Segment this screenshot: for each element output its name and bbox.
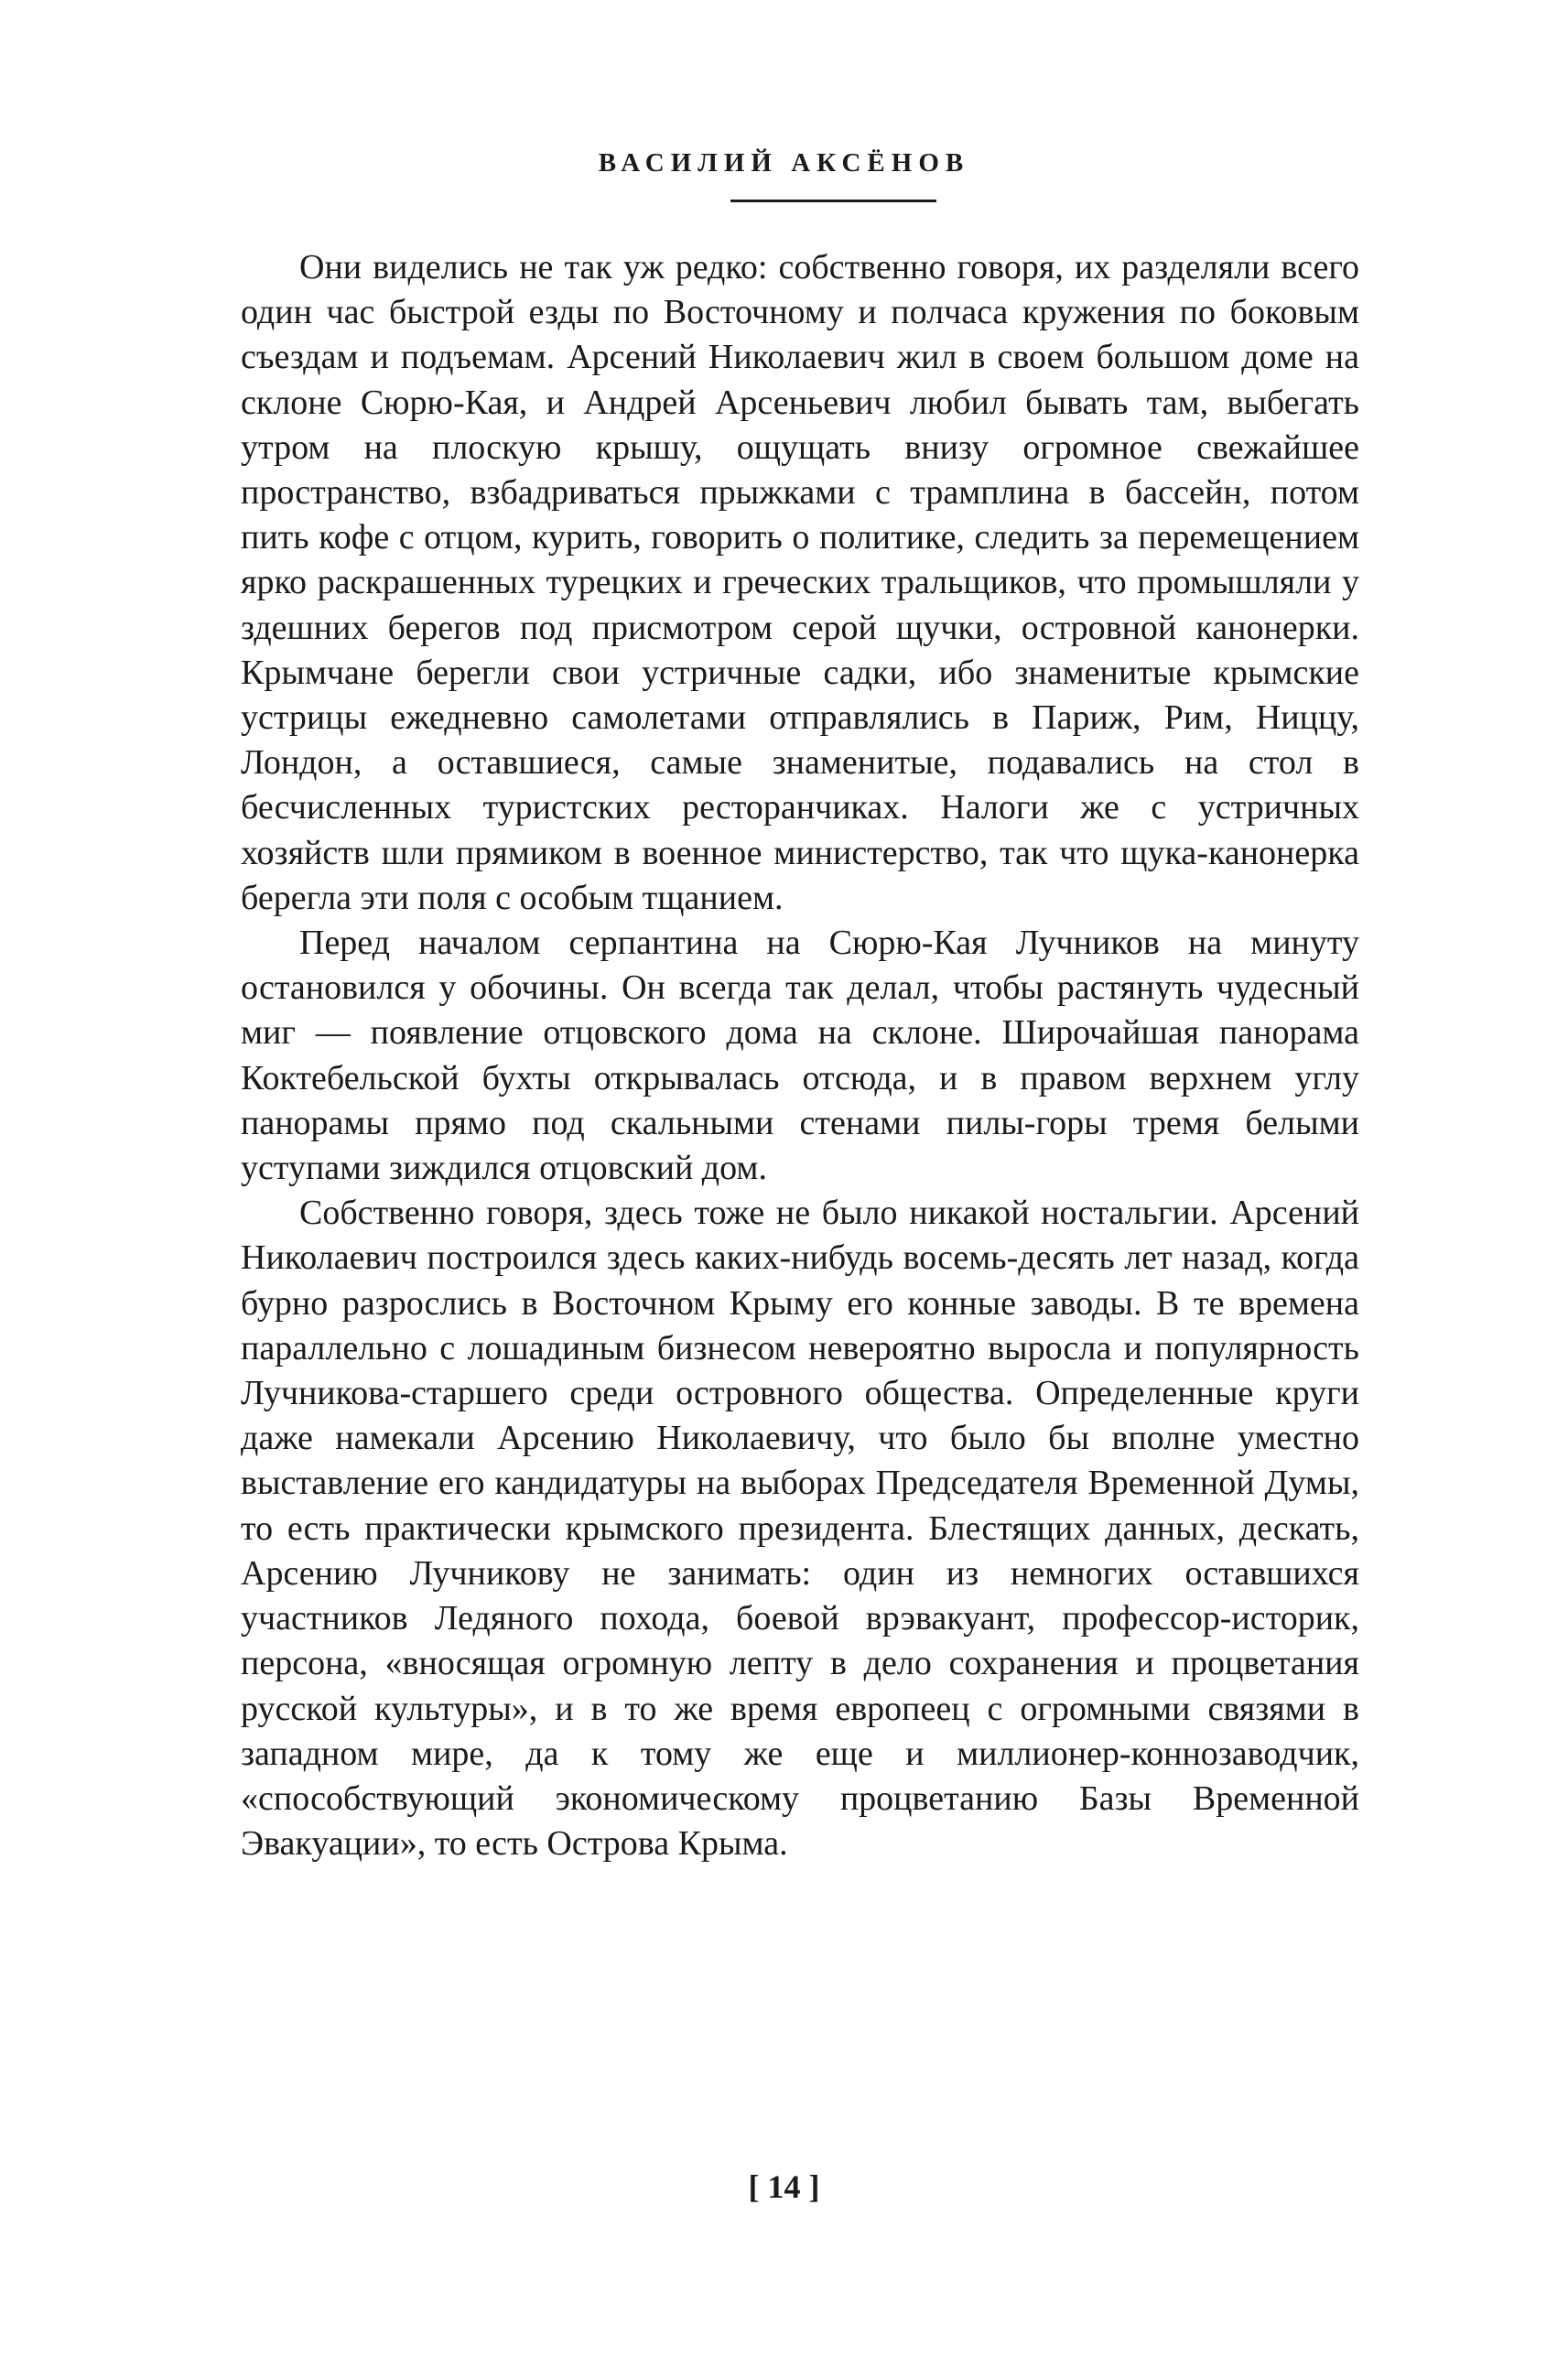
paragraph-2: Перед началом серпантина на Сюрю-Кая Лучников на минуту остановился у обочины. Он всегда так делал, чтобы растянуть чудесный миг — появление отцовского дома на склоне. Широчайшая панорама Коктебельской бухты открывалась отсюда, и в правом верхнем углу панорамы прямо под скальными стенами пилы-горы тремя белыми уступами зиждился отцовский дом.	[241, 924, 1359, 1188]
paragraph-1: Они виделись не так уж редко: собственно говоря, их разделяли всего один час быстрой езды по Восточному и полчаса кружения по боковым съездам и подъемам. Арсений Николаевич жил в своем большом доме на склоне Сюрю-Кая, и Андрей Арсеньевич любил бывать там, выбегать утром на плоскую крышу, ощущать внизу огромное свежайшее пространство, взбадриваться прыжками с трамплина в бассейн, потом пить кофе с отцом, курить, говорить о политике, следить за перемещением ярко раскрашенных турецких и греческих тральщиков, что промышляли у здешних берегов под присмотром серой щучки, островной канонерки. Крымчане берегли свои устричные садки, ибо знаменитые крымские устрицы ежедневно самолетами отправлялись в Париж, Рим, Ниццу, Лондон, а оставшиеся, самые знаменитые, подавались на стол в бесчисленных туристских ресторанчиках. Налоги же с устричных хозяйств шли прямиком в военное министерство, так что щука-канонерка берегла эти поля с особым тщанием.	[241, 248, 1359, 917]
page-number-bracket-left: [	[748, 2168, 760, 2205]
page-number-bracket-right: ]	[808, 2168, 820, 2205]
body-text	[241, 245, 1359, 1866]
page-number	[0, 2167, 1568, 2206]
page-number-value: 14	[767, 2168, 801, 2205]
paragraph-3: Собственно говоря, здесь тоже не было никакой ностальгии. Арсений Николаевич построился здесь каких-нибудь восемь-десять лет назад, когда бурно разрослись в Восточном Крыму его конные заводы. В те времена параллельно с лошадиным бизнесом невероятно выросла и популярность Лучникова-старшего среди островного общества. Определенные круги даже намекали Арсению Николаевичу, что было бы вполне уместно выставление его кандидатуры на выборах Председателя Временной Думы, то есть практически крымского президента. Блестящих данных, дескать, Арсению Лучникову не занимать: один из немногих оставшихся участников Ледяного похода, боевой врэвакуант, профессор-историк, персона, «вносящая огромную лепту в дело сохранения и процветания русской культуры», и в то же время европеец с огромными связями в западном мире, да к тому же еще и миллионер-коннозаводчик, «способствующий экономическому процветанию Базы Временной Эвакуации», то есть Острова Крыма.	[241, 1194, 1359, 1864]
header-rule	[730, 200, 936, 202]
running-head-author: ВАСИЛИЙ АКСЁНОВ	[598, 148, 970, 178]
